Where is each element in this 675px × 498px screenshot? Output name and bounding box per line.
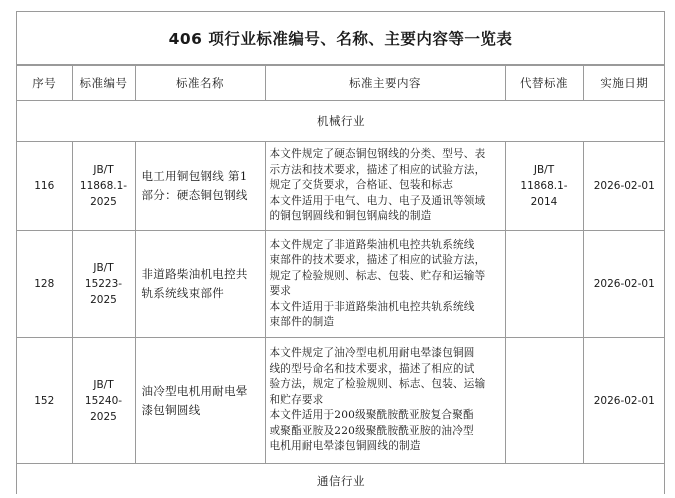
header-std-name: 标准名称 — [135, 66, 265, 101]
std-content: 本文件规定了非道路柴油机电控共轨系统线 束部件的技术要求，描述了相应的试验方法， 规定了检验规则、标志、包装、贮存和运输等 要求 本文件适用于非道路柴油机电控共轨系统线 束部件的制造 — [265, 231, 505, 338]
std-code: JB/T 11868.1- 2025 — [72, 142, 135, 231]
std-name: 电工用铜包钢线 第1部分：硬态铜包钢线 — [135, 142, 265, 231]
replaced-std: JB/T 11868.1- 2014 — [505, 142, 583, 231]
header-num: 序号 — [17, 66, 72, 101]
standards-table-frame — [16, 11, 665, 494]
header-date: 实施日期 — [583, 66, 665, 101]
std-content: 本文件规定了硬态铜包钢线的分类、型号、表 示方法和技术要求，描述了相应的试验方法， 规定了交货要求，合格证、包装和标志 本文件适用于电气、电力、电子及通讯等领域 的铜包钢圆线和铜包钢扁线的制造 — [265, 142, 505, 231]
standards-table — [17, 65, 665, 498]
replaced-std — [505, 231, 583, 338]
std-code: JB/T 15240- 2025 — [72, 338, 135, 464]
table-row — [17, 338, 665, 464]
impl-date: 2026-02-01 — [583, 231, 665, 338]
std-name: 油冷型电机用耐电晕漆包铜圆线 — [135, 338, 265, 464]
category-row — [17, 464, 665, 498]
impl-date: 2026-02-01 — [583, 338, 665, 464]
std-code: JB/T 15223- 2025 — [72, 231, 135, 338]
impl-date: 2026-02-01 — [583, 142, 665, 231]
table-row — [17, 142, 665, 231]
header-replaced: 代替标准 — [505, 66, 583, 101]
row-num: 128 — [17, 231, 72, 338]
category-label: 通信行业 — [17, 464, 665, 498]
table-row — [17, 231, 665, 338]
replaced-std — [505, 338, 583, 464]
header-content: 标准主要内容 — [265, 66, 505, 101]
category-row — [17, 101, 665, 142]
header-std-code: 标准编号 — [72, 66, 135, 101]
table-title: 406 项行业标准编号、名称、主要内容等一览表 — [17, 12, 664, 65]
header-row — [17, 66, 665, 101]
row-num: 116 — [17, 142, 72, 231]
std-name: 非道路柴油机电控共轨系统线束部件 — [135, 231, 265, 338]
category-label: 机械行业 — [17, 101, 665, 142]
row-num: 152 — [17, 338, 72, 464]
std-content: 本文件规定了油冷型电机用耐电晕漆包铜圆 线的型号命名和技术要求，描述了相应的试 验方法，规定了检验规则、标志、包装、运输 和贮存要求 本文件适用于200级聚酰胺酰亚胺复合聚酯 或聚酯亚胺及220级聚酰胺酰亚胺的油冷型 电机用耐电晕漆包铜圆线的制造 — [265, 338, 505, 464]
